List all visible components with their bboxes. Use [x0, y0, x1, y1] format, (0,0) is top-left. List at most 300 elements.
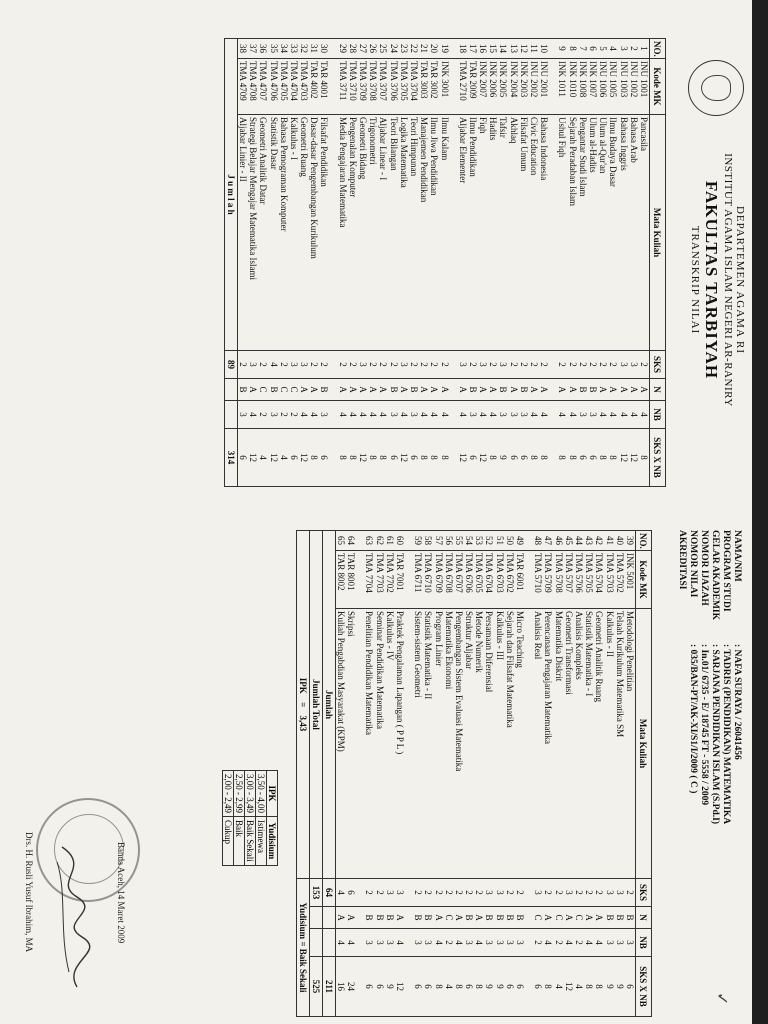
- cell-kode: TMA 6709: [433, 551, 443, 609]
- cell-kode: TMA 5706: [574, 551, 584, 609]
- gap-cell: [330, 59, 338, 115]
- cell-nb: 3: [625, 929, 636, 957]
- cell-mata-kuliah: Kalkulus - I: [289, 115, 299, 351]
- cell-kode: INK 3001: [439, 59, 449, 115]
- cell-nb: 4: [454, 929, 464, 957]
- gap-cell: [405, 879, 413, 907]
- cell-nb: 3: [509, 401, 519, 429]
- cell-kode: INK 1008: [578, 59, 588, 115]
- cell-n: A: [348, 379, 358, 401]
- cell-sks-x-nb: 6: [289, 429, 299, 487]
- cell-n: B: [604, 907, 614, 929]
- cell-no: 11: [529, 39, 539, 59]
- cell-nb: 4: [639, 401, 650, 429]
- cell-sks-x-nb: 8: [454, 957, 464, 1017]
- cell-sks: 2: [423, 879, 433, 907]
- table-row: [564, 531, 574, 1017]
- cell-sks: 2: [557, 351, 567, 379]
- cell-mata-kuliah: Bahasa Arab: [629, 115, 639, 351]
- cell-sks-x-nb: 4: [258, 429, 268, 487]
- cell-nb: 4: [358, 401, 368, 429]
- cell-sks: 3: [248, 351, 258, 379]
- cell-sks-x-nb: 8: [338, 429, 348, 487]
- cell-sks: 2: [444, 879, 454, 907]
- cell-mata-kuliah: Metode Numerik: [474, 609, 484, 879]
- cell-sks-x-nb: 8: [419, 429, 429, 487]
- cell-n: B: [495, 907, 505, 929]
- table-row: [413, 531, 423, 1017]
- cell-sks-x-nb: 6: [519, 429, 529, 487]
- gap-cell: [330, 39, 338, 59]
- cell-sks-x-nb: 12: [564, 957, 574, 1017]
- table-row: [338, 39, 348, 487]
- dean-name: Drs. H. Rusli Yusuf Ibrahim, MA: [24, 832, 34, 953]
- cell-nb: 4: [584, 929, 594, 957]
- cell-mata-kuliah: Tafsir: [498, 115, 508, 351]
- table-row: [375, 531, 385, 1017]
- cell-sks-x-nb: 4: [554, 957, 564, 1017]
- cell-n: A: [543, 907, 553, 929]
- cell-sks-x-nb: 6: [468, 429, 478, 487]
- col-sks: SKS: [650, 351, 666, 379]
- cell-no: 4: [608, 39, 618, 59]
- table-row: [346, 531, 356, 1017]
- col-sks-x-nb: SKS X NB: [650, 429, 666, 487]
- cell-kode: TMA 6711: [413, 551, 423, 609]
- cell-mata-kuliah: Geometri Analitik Datar: [258, 115, 268, 351]
- table-row: [539, 39, 549, 487]
- gap-cell: [356, 907, 364, 929]
- info-row: [698, 530, 709, 824]
- cell-sks-x-nb: 8: [474, 957, 484, 1017]
- cell-n: A: [454, 907, 464, 929]
- semester-gap-row: [330, 39, 338, 487]
- cell-kode: INK 1011: [557, 59, 567, 115]
- col-no: NO.: [636, 531, 652, 551]
- table-row: [409, 39, 419, 487]
- cell-no: 47: [543, 531, 553, 551]
- cell-sks-x-nb: 6: [364, 957, 374, 1017]
- cell-nb: 4: [348, 401, 358, 429]
- cell-mata-kuliah: Kalkulus - III: [495, 609, 505, 879]
- cell-no: 6: [588, 39, 598, 59]
- cell-kode: INU 1001: [639, 59, 650, 115]
- table-row: [385, 531, 395, 1017]
- cell-sks: 3: [399, 351, 409, 379]
- yudisium-ipk-range: 3,00 - 3,49: [245, 771, 256, 817]
- cell-no: 62: [375, 531, 385, 551]
- table-grand-total-row: [309, 531, 322, 1017]
- cell-nb: 2: [279, 401, 289, 429]
- cell-kode: TMA 5707: [564, 551, 574, 609]
- cell-kode: TAR 8001: [346, 551, 356, 609]
- course-table-left: [224, 38, 666, 487]
- cell-sks-x-nb: 6: [413, 957, 423, 1017]
- cell-kode: TMA 4708: [248, 59, 258, 115]
- yudisium-header-cell: IPK: [267, 771, 278, 817]
- cell-mata-kuliah: Ulum al-Hadits: [588, 115, 598, 351]
- cell-sks: 2: [574, 879, 584, 907]
- cell-n: A: [399, 379, 409, 401]
- cell-nb: 4: [395, 929, 405, 957]
- table-total-row: [224, 39, 237, 487]
- cell-nb: 4: [598, 401, 608, 429]
- gap-cell: [525, 929, 533, 957]
- header-doc-title: TRANSKRIP NILAI: [689, 225, 701, 335]
- cell-mata-kuliah: Sistem-sistem Geometri: [413, 609, 423, 879]
- cell-mata-kuliah: Sejarah dan Filsafat Matematika: [505, 609, 515, 879]
- cell-sks: 3: [385, 879, 395, 907]
- cell-kode: INU 1005: [608, 59, 618, 115]
- cell-kode: TMA 4707: [258, 59, 268, 115]
- cell-nb: 3: [268, 401, 278, 429]
- table-row: [625, 531, 636, 1017]
- gap-cell: [330, 379, 338, 401]
- table-row: [423, 531, 433, 1017]
- table-row: [368, 39, 378, 487]
- cell-sks: 2: [258, 351, 268, 379]
- ipk-value: 3,43: [297, 715, 308, 732]
- cell-sks-x-nb: 9: [484, 957, 494, 1017]
- cell-sks-x-nb: 6: [464, 957, 474, 1017]
- cell-nb: 3: [604, 929, 614, 957]
- cell-sks-x-nb: 6: [389, 429, 399, 487]
- cell-mata-kuliah: Ilmu Jiwa Pendidikan: [429, 115, 439, 351]
- total-label: J u m l a h: [224, 39, 237, 351]
- header-institute: INSTITUT AGAMA ISLAM NEGERI AR-RANIRY: [722, 153, 734, 407]
- cell-nb: 4: [378, 401, 388, 429]
- cell-sks: 2: [594, 879, 604, 907]
- cell-sks-x-nb: 8: [433, 957, 443, 1017]
- cell-n: C: [444, 907, 454, 929]
- cell-kode: TMA 5704: [594, 551, 604, 609]
- cell-mata-kuliah: Ilmu Budaya Dasar: [608, 115, 618, 351]
- cell-sks-x-nb: 9: [495, 957, 505, 1017]
- cell-sks-x-nb: 6: [375, 957, 385, 1017]
- gap-cell: [549, 429, 557, 487]
- cell-sks-x-nb: 9: [615, 957, 625, 1017]
- cell-sks-x-nb: 4: [444, 957, 454, 1017]
- cell-kode: TMA 3708: [368, 59, 378, 115]
- table-row: [495, 531, 505, 1017]
- yudisium-grade: Baik Sekali: [245, 817, 256, 866]
- cell-no: 13: [509, 39, 519, 59]
- cell-sks: 2: [474, 879, 484, 907]
- cell-mata-kuliah: Statistik Dasar: [268, 115, 278, 351]
- semester-gap-row: [356, 531, 364, 1017]
- cell-sks: 3: [615, 879, 625, 907]
- cell-no: 59: [413, 531, 423, 551]
- cell-sks-x-nb: 16: [335, 957, 346, 1017]
- cell-kode: INK 2005: [498, 59, 508, 115]
- table-row: [484, 531, 494, 1017]
- cell-sks-x-nb: 12: [268, 429, 278, 487]
- cell-no: 12: [519, 39, 529, 59]
- cell-n: C: [554, 907, 564, 929]
- cell-mata-kuliah: Logika Matematika: [399, 115, 409, 351]
- gap-cell: [405, 957, 413, 1017]
- cell-sks-x-nb: 12: [399, 429, 409, 487]
- table-row: [444, 531, 454, 1017]
- ipk-label: IPK: [297, 677, 308, 694]
- cell-nb: 4: [439, 401, 449, 429]
- cell-nb: 4: [346, 929, 356, 957]
- info-key: GELAR AKADEMIK: [710, 530, 720, 620]
- cell-mata-kuliah: Bahasa Inggris: [618, 115, 628, 351]
- ipk-equals: =: [297, 702, 308, 708]
- col-no: NO.: [650, 39, 666, 59]
- cell-kode: INK 2006: [488, 59, 498, 115]
- cell-n: A: [346, 907, 356, 929]
- cell-mata-kuliah: Metodologi Penelitian: [625, 609, 636, 879]
- cell-kode: TMA 3704: [409, 59, 419, 115]
- cell-nb: 3: [615, 929, 625, 957]
- cell-sks: 2: [588, 351, 598, 379]
- cell-no: 24: [389, 39, 399, 59]
- table-row: [529, 39, 539, 487]
- cell-mata-kuliah: Analisis Real: [533, 609, 543, 879]
- cell-kode: TMA 3706: [389, 59, 399, 115]
- gap-cell: [405, 551, 413, 609]
- cell-no: 8: [568, 39, 578, 59]
- semester-gap-row: [525, 531, 533, 1017]
- cell-no: 22: [409, 39, 419, 59]
- cell-n: A: [629, 379, 639, 401]
- cell-sks: 2: [375, 879, 385, 907]
- cell-sks-x-nb: 8: [539, 429, 549, 487]
- student-info: [677, 530, 742, 825]
- transcript-page-right: [0, 512, 752, 1024]
- cell-n: A: [539, 379, 549, 401]
- cell-no: 18: [458, 39, 468, 59]
- info-row: [731, 530, 742, 824]
- cell-sks: 2: [419, 351, 429, 379]
- cell-n: A: [299, 379, 309, 401]
- cell-kode: TAR 2009: [468, 59, 478, 115]
- table-row: [584, 531, 594, 1017]
- cell-nb: 4: [368, 401, 378, 429]
- gap-cell: [549, 39, 557, 59]
- cell-no: 36: [258, 39, 268, 59]
- gap-cell: [405, 907, 413, 929]
- cell-sks: 2: [409, 351, 419, 379]
- cell-no: 1: [639, 39, 650, 59]
- cell-n: C: [279, 379, 289, 401]
- table-row: [237, 39, 248, 487]
- cell-no: 26: [368, 39, 378, 59]
- cell-kode: TAR 7001: [395, 551, 405, 609]
- cell-sks-x-nb: 12: [629, 429, 639, 487]
- cell-n: A: [433, 907, 443, 929]
- info-row: [709, 530, 720, 824]
- gap-cell: [549, 379, 557, 401]
- cell-nb: 2: [444, 929, 454, 957]
- table-row: [429, 39, 439, 487]
- table-row: [557, 39, 567, 487]
- scan-edge-bar: [752, 0, 768, 1024]
- cell-n: A: [594, 907, 604, 929]
- cell-kode: TMA 5710: [533, 551, 543, 609]
- cell-n: B: [423, 907, 433, 929]
- cell-nb: 3: [375, 929, 385, 957]
- sum-empty-n: [322, 907, 335, 929]
- table-row: [289, 39, 299, 487]
- cell-sks: 2: [488, 351, 498, 379]
- cell-kode: TMA 3705: [399, 59, 409, 115]
- table-row: [248, 39, 258, 487]
- cell-no: 17: [468, 39, 478, 59]
- cell-nb: 2: [554, 929, 564, 957]
- cell-mata-kuliah: Kuliah Pengabdian Masyarakat (KPM): [335, 609, 346, 879]
- col-nb: NB: [636, 929, 652, 957]
- table-row: [574, 531, 584, 1017]
- cell-mata-kuliah: Perencanaan Pengajaran Matematika: [543, 609, 553, 879]
- cell-kode: TMA 6705: [474, 551, 484, 609]
- cell-mata-kuliah: Telaah Kurikulum Matematika SM: [615, 609, 625, 879]
- table-row: [378, 39, 388, 487]
- gap-cell: [525, 551, 533, 609]
- cell-n: B: [413, 907, 423, 929]
- cell-kode: TMA 7702: [385, 551, 395, 609]
- cell-nb: 4: [488, 401, 498, 429]
- info-key: NOMOR NILAI AKREDITASI: [677, 530, 698, 598]
- table-row: [594, 531, 604, 1017]
- cell-n: A: [509, 379, 519, 401]
- cell-n: B: [498, 379, 508, 401]
- cell-mata-kuliah: Seminar Pendidikan Matematika: [375, 609, 385, 879]
- col-kode: Kode MK: [636, 551, 652, 609]
- cell-sks-x-nb: 12: [248, 429, 258, 487]
- gap-cell: [356, 609, 364, 879]
- cell-nb: 4: [557, 401, 567, 429]
- cell-n: A: [639, 379, 650, 401]
- table-row: [474, 531, 484, 1017]
- table-row: [618, 39, 628, 487]
- university-crest-icon: [688, 60, 744, 116]
- cell-n: B: [484, 907, 494, 929]
- cell-sks: 2: [454, 879, 464, 907]
- cell-sks-x-nb: 8: [598, 429, 608, 487]
- cell-mata-kuliah: Trigonometri: [368, 115, 378, 351]
- cell-kode: TMA 5703: [604, 551, 614, 609]
- cell-mata-kuliah: Teori Himpunan: [409, 115, 419, 351]
- cell-sks: 2: [464, 879, 474, 907]
- cell-sks: 2: [509, 351, 519, 379]
- cell-sks-x-nb: 6: [237, 429, 248, 487]
- cell-no: 9: [557, 39, 567, 59]
- cell-sks: 2: [625, 879, 636, 907]
- cell-mata-kuliah: Bahasa Indonesia: [539, 115, 549, 351]
- cell-mata-kuliah: Statistik Matematika - II: [423, 609, 433, 879]
- cell-sks: 2: [519, 351, 529, 379]
- cell-kode: TAR 4002: [309, 59, 319, 115]
- cell-kode: TMA 6702: [505, 551, 515, 609]
- table-row: [433, 531, 443, 1017]
- cell-no: 63: [364, 531, 374, 551]
- semester-gap-row: [450, 39, 458, 487]
- cell-n: A: [618, 379, 628, 401]
- cell-kode: TMA 4705: [279, 59, 289, 115]
- cell-sks-x-nb: 6: [625, 957, 636, 1017]
- cell-n: B: [237, 379, 248, 401]
- cell-n: A: [335, 907, 346, 929]
- cell-n: B: [519, 379, 529, 401]
- cell-mata-kuliah: Pengantar Studi Islam: [578, 115, 588, 351]
- cell-n: A: [557, 379, 567, 401]
- cell-n: C: [289, 379, 299, 401]
- gap-cell: [525, 531, 533, 551]
- info-value: : SARJANA PENDIDIKAN ISLAM (S.Pd.I): [710, 644, 720, 824]
- table-row: [348, 39, 358, 487]
- cell-mata-kuliah: Kalkulus - II: [604, 609, 614, 879]
- cell-mata-kuliah: Sejarah Peradaban Islam: [568, 115, 578, 351]
- table-row: [358, 39, 368, 487]
- cell-sks: 3: [484, 879, 494, 907]
- gap-cell: [525, 879, 533, 907]
- cell-kode: TMA 4706: [268, 59, 278, 115]
- cell-sks-x-nb: 8: [543, 957, 553, 1017]
- yudisium-row: [256, 771, 267, 866]
- cell-sks: 3: [458, 351, 468, 379]
- cell-n: C: [258, 379, 268, 401]
- cell-kode: TMA 4704: [289, 59, 299, 115]
- cell-sks: 2: [338, 351, 348, 379]
- cell-no: 46: [554, 531, 564, 551]
- cell-no: 48: [533, 531, 543, 551]
- table-row: [598, 39, 608, 487]
- cell-n: A: [598, 379, 608, 401]
- table-row: [588, 39, 598, 487]
- cell-kode: TMA 6710: [423, 551, 433, 609]
- cell-no: 39: [625, 531, 636, 551]
- cell-mata-kuliah: Strategi Belajar Mengajar Matematika Islami: [248, 115, 258, 351]
- grand-empty-nb: [309, 929, 322, 957]
- document-header: [689, 110, 746, 450]
- cell-n: A: [608, 379, 618, 401]
- cell-kode: TMA 6708: [444, 551, 454, 609]
- cell-n: B: [588, 379, 598, 401]
- total-empty-n: [224, 379, 237, 401]
- cell-nb: 4: [338, 401, 348, 429]
- gap-cell: [450, 59, 458, 115]
- cell-kode: INK 2004: [509, 59, 519, 115]
- yudisium-summary: Yudisium = Baik Sekali: [296, 879, 309, 1017]
- table-row: [543, 531, 553, 1017]
- cell-no: 56: [444, 531, 454, 551]
- cell-mata-kuliah: Penelitian Pendidikan Matematika: [364, 609, 374, 879]
- grand-total-sks-x-nb: 525: [309, 957, 322, 1017]
- cell-no: 37: [248, 39, 258, 59]
- cell-n: B: [409, 379, 419, 401]
- cell-nb: 4: [433, 929, 443, 957]
- cell-kode: INU 1003: [618, 59, 628, 115]
- cell-no: 49: [515, 531, 525, 551]
- cell-sks-x-nb: 6: [319, 429, 329, 487]
- col-kode: Kode MK: [650, 59, 666, 115]
- table-row: [608, 39, 618, 487]
- cell-sks: 2: [378, 351, 388, 379]
- gap-cell: [525, 907, 533, 929]
- cell-n: A: [529, 379, 539, 401]
- cell-nb: 3: [364, 929, 374, 957]
- cell-mata-kuliah: Statistik Matematika - I: [584, 609, 594, 879]
- cell-sks-x-nb: 8: [557, 429, 567, 487]
- cell-sks-x-nb: 6: [505, 957, 515, 1017]
- gap-cell: [405, 609, 413, 879]
- cell-kode: TMA 3711: [338, 59, 348, 115]
- cell-sks-x-nb: 4: [279, 429, 289, 487]
- cell-no: 2: [629, 39, 639, 59]
